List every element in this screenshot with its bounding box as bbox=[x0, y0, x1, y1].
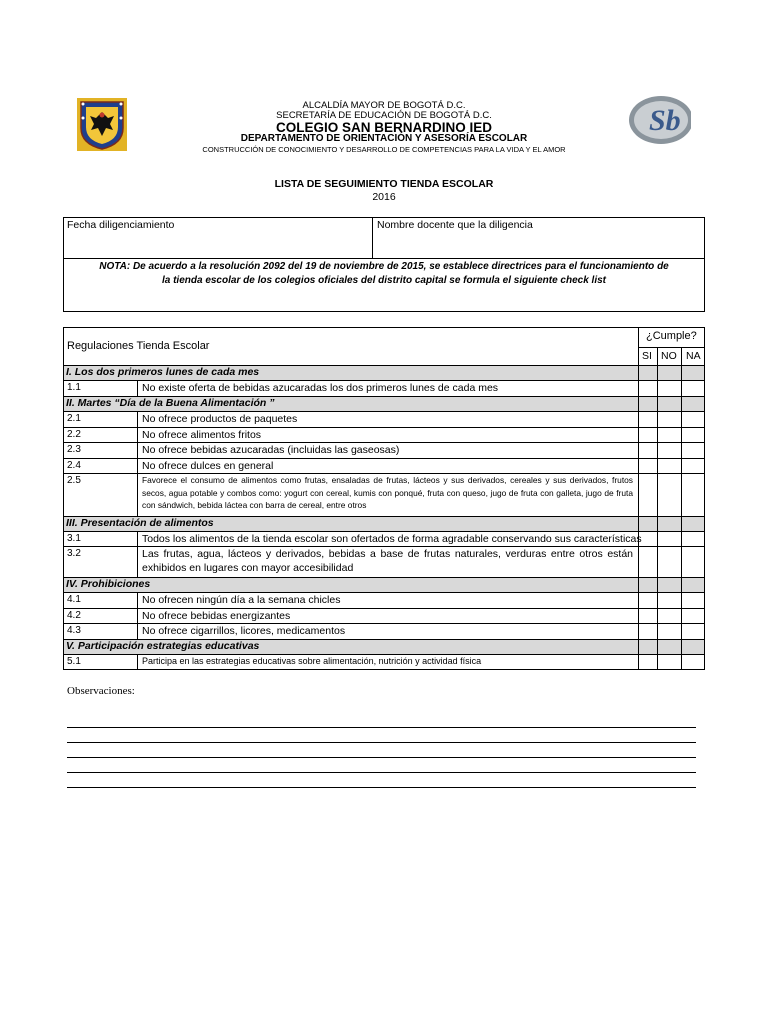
row-line bbox=[63, 442, 705, 443]
row-line bbox=[63, 411, 705, 412]
row-line bbox=[63, 577, 705, 578]
item-number: 2.4 bbox=[67, 460, 81, 471]
col-no-header: NO bbox=[661, 350, 677, 362]
section-title: I. Los dos primeros lunes de cada mes bbox=[66, 366, 260, 378]
header-secretaria: SECRETARÍA DE EDUCACIÓN DE BOGOTÁ D.C. bbox=[276, 110, 492, 121]
item-text: No ofrece productos de paquetes bbox=[142, 413, 298, 425]
row-line bbox=[63, 654, 705, 655]
section-title: V. Participación estrategias educativas bbox=[66, 640, 260, 652]
item-text: Todos los alimentos de la tienda escolar son ofertados de forma agradable conservando sus características bbox=[142, 533, 642, 545]
num-col-line bbox=[137, 654, 138, 670]
num-col-line bbox=[137, 592, 138, 639]
num-col-line bbox=[137, 531, 138, 577]
docente-field-label[interactable]: Nombre docente que la diligencia bbox=[377, 219, 533, 231]
section-title: III. Presentación de alimentos bbox=[66, 517, 214, 529]
item-number: 2.5 bbox=[67, 475, 81, 486]
item-number: 3.1 bbox=[67, 533, 81, 544]
item-number: 3.2 bbox=[67, 548, 81, 559]
item-number: 2.3 bbox=[67, 444, 81, 455]
item-number: 5.1 bbox=[67, 656, 81, 667]
item-text: No existe oferta de bebidas azucaradas los dos primeros lunes de cada mes bbox=[142, 382, 499, 394]
item-number: 1.1 bbox=[67, 382, 81, 393]
item-number: 4.1 bbox=[67, 594, 81, 605]
document-title: LISTA DE SEGUIMIENTO TIENDA ESCOLAR bbox=[274, 178, 494, 190]
item-text: No ofrece alimentos fritos bbox=[142, 429, 262, 441]
item-number: 2.1 bbox=[67, 413, 81, 424]
cumple-divider bbox=[638, 347, 705, 348]
observaciones-line[interactable] bbox=[67, 757, 696, 758]
observaciones-line[interactable] bbox=[67, 787, 696, 788]
num-col-line bbox=[137, 411, 138, 516]
cumple-header: ¿Cumple? bbox=[646, 330, 697, 342]
header-alcaldia: ALCALDÍA MAYOR DE BOGOTÁ D.C. bbox=[302, 100, 466, 111]
row-line bbox=[63, 592, 705, 593]
item-text: Las frutas, agua, lácteos y derivados, bebidas a base de frutas naturales, verduras entre otros están exhibidos en lugares con mayor accesibilidad bbox=[142, 548, 633, 574]
item-text: No ofrece cigarrillos, licores, medicamentos bbox=[142, 625, 346, 637]
item-text: No ofrecen ningún día a la semana chicles bbox=[142, 594, 341, 606]
item-number: 4.3 bbox=[67, 625, 81, 636]
item-text: No ofrece bebidas azucaradas (incluidas las gaseosas) bbox=[142, 444, 400, 456]
col-na-header: NA bbox=[686, 350, 701, 362]
observaciones-line[interactable] bbox=[67, 727, 696, 728]
col-si-header: SI bbox=[642, 350, 652, 362]
item-text: Favorece el consumo de alimentos como frutas, ensaladas de frutas, lácteos y sus derivados, cereales y sus derivados, frutos secos, agua potable y combos como: yogurt con cereal, kumis con ponqué, fruta con queso, jugo de fruta con galleta, jugo de fruta con sándwich, bebida láctea con barra de cereal, entre otros bbox=[142, 475, 633, 510]
section-title: II. Martes “Día de la Buena Alimentación ” bbox=[66, 397, 275, 409]
header-department: DEPARTAMENTO DE ORIENTACIÓN Y ASESORÍA ESCOLAR bbox=[240, 133, 528, 144]
table-header-label: Regulaciones Tienda Escolar bbox=[67, 340, 210, 352]
header-school-name: COLEGIO SAN BERNARDINO IED bbox=[275, 120, 492, 135]
document-year: 2016 bbox=[372, 191, 396, 203]
col-line bbox=[638, 327, 639, 670]
section-row-bg bbox=[64, 577, 704, 592]
row-line bbox=[63, 623, 705, 624]
row-line bbox=[63, 427, 705, 428]
row-line bbox=[63, 608, 705, 609]
item-text: No ofrece dulces en general bbox=[142, 460, 274, 472]
school-logo-text: Sb bbox=[649, 104, 681, 137]
col-line bbox=[681, 347, 682, 670]
header-motto: CONSTRUCCIÓN DE CONOCIMIENTO Y DESARROLLO DE COMPETENCIAS PARA LA VIDA Y EL AMOR bbox=[202, 145, 566, 154]
col-line bbox=[657, 347, 658, 670]
item-number: 4.2 bbox=[67, 610, 81, 621]
row-line bbox=[63, 531, 705, 532]
item-text: Participa en las estrategias educativas sobre alimentación, nutrición y actividad física bbox=[142, 656, 482, 666]
row-line bbox=[63, 380, 705, 381]
item-number: 2.2 bbox=[67, 429, 81, 440]
info-divider-horizontal bbox=[63, 258, 705, 259]
observaciones-label: Observaciones: bbox=[67, 685, 135, 697]
num-col-line bbox=[137, 380, 138, 396]
row-line bbox=[63, 458, 705, 459]
fecha-field-label[interactable]: Fecha diligenciamiento bbox=[67, 219, 175, 231]
observaciones-line[interactable] bbox=[67, 772, 696, 773]
section-title: IV. Prohibiciones bbox=[66, 578, 151, 590]
info-divider bbox=[372, 217, 373, 259]
observaciones-line[interactable] bbox=[67, 742, 696, 743]
nota-text: NOTA: De acuerdo a la resolución 2092 del 19 de noviembre de 2015, se establece directrices para el funcionamiento de la tienda escolar de los colegios oficiales del distrito capital se formula el siguiente check list bbox=[99, 261, 669, 286]
item-text: No ofrece bebidas energizantes bbox=[142, 610, 291, 622]
